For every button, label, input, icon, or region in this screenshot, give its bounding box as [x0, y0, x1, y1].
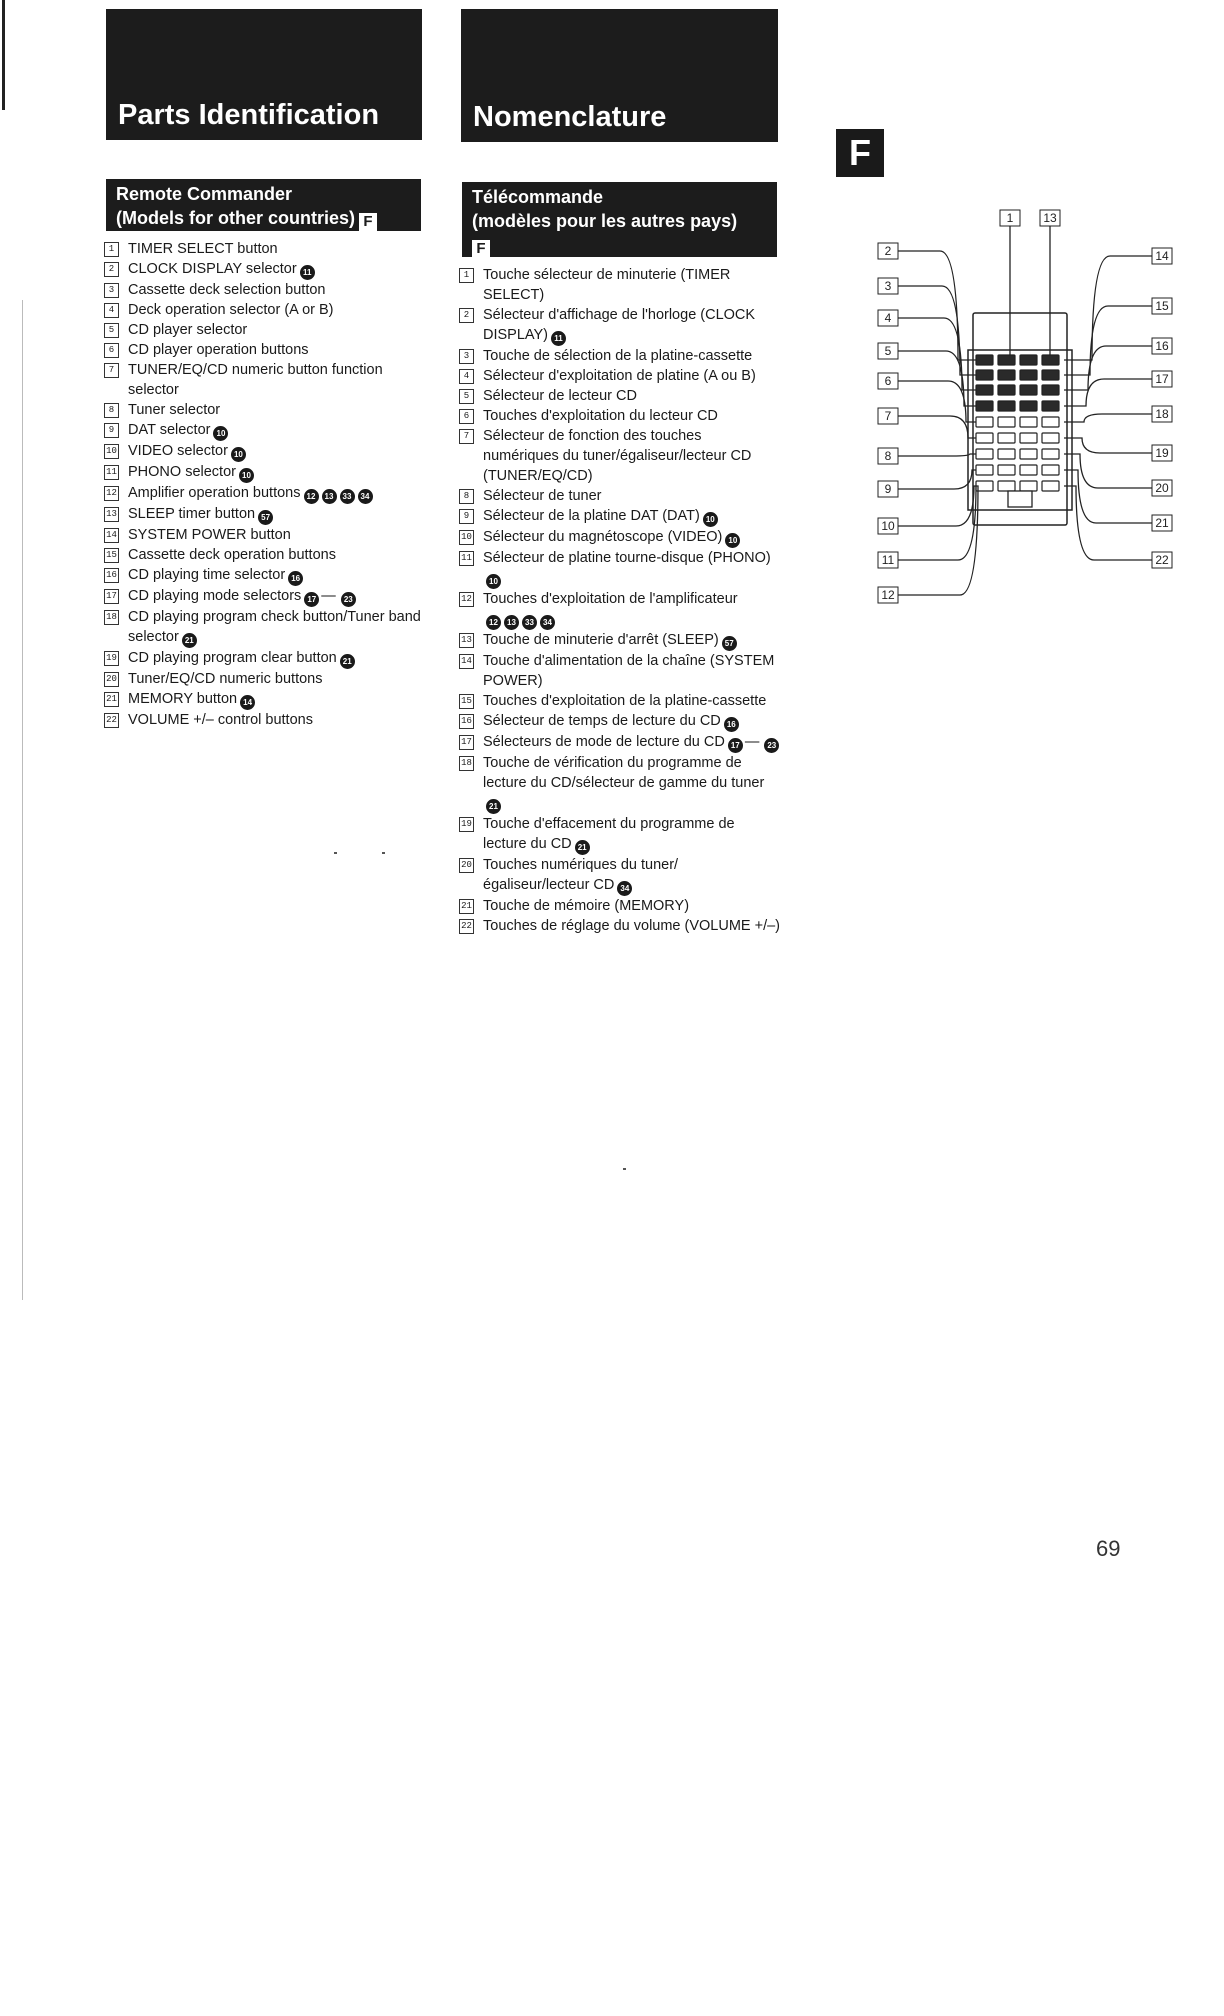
item-number: 6 — [459, 409, 474, 424]
item-text: Sélecteur de platine tourne-disque (PHONO) — [483, 550, 771, 566]
item-number: 13 — [459, 633, 474, 648]
page-ref-badge: 57 — [722, 636, 737, 651]
item-number: 8 — [459, 489, 474, 504]
page-refs — [483, 793, 501, 814]
item-number: 21 — [104, 692, 119, 707]
page-refs — [725, 732, 780, 753]
page-ref-badge: 34 — [540, 615, 555, 630]
ref-range-dash: — — [744, 734, 760, 750]
title-nomenclature — [461, 9, 778, 142]
leader-line — [898, 486, 978, 595]
page-refs — [719, 630, 737, 651]
leader-line — [898, 470, 976, 489]
item-text: Sélecteur de temps de lecture du CD — [483, 713, 721, 729]
subheading-fr-line3 — [472, 233, 767, 258]
page-ref-badge: 10 — [231, 447, 246, 462]
item-number: 16 — [459, 714, 474, 729]
item-text: CD playing mode selectors — [128, 588, 302, 604]
page-ref-badge: 16 — [724, 717, 739, 732]
page-ref-badge: 11 — [300, 265, 315, 280]
callout-label-left: 12 — [881, 588, 895, 602]
remote-button — [976, 433, 993, 443]
item-text: Deck operation selector (A or B) — [128, 302, 334, 318]
item-text: VOLUME +/– control buttons — [128, 712, 313, 728]
leader-line — [898, 286, 976, 375]
item-text: Tuner/EQ/CD numeric buttons — [128, 671, 323, 687]
item-text: VIDEO selector — [128, 443, 228, 459]
list-item — [104, 400, 424, 420]
page-ref-badge: 33 — [522, 615, 537, 630]
leader-line — [898, 318, 976, 390]
page-refs — [301, 586, 356, 607]
page-ref-badge: 10 — [486, 574, 501, 589]
remote-button — [1042, 401, 1059, 411]
list-item — [459, 426, 781, 486]
list-item — [104, 360, 424, 400]
remote-button — [1042, 385, 1059, 395]
remote-button — [976, 401, 993, 411]
page-refs — [255, 504, 273, 525]
page-ref-badge: 11 — [551, 331, 566, 346]
item-number: 4 — [459, 369, 474, 384]
item-text: Touches d'exploitation de l'amplificateur — [483, 591, 738, 607]
item-text: Sélecteurs de mode de lecture du CD — [483, 734, 725, 750]
page-refs — [228, 441, 246, 462]
callout-label-left: 8 — [884, 449, 892, 463]
item-number: 2 — [104, 262, 119, 277]
item-number: 2 — [459, 308, 474, 323]
page-refs — [614, 875, 632, 896]
page-ref-badge: 14 — [240, 695, 255, 710]
callout-label-right: 21 — [1155, 516, 1169, 530]
callout-label-right: 14 — [1155, 249, 1169, 263]
item-number: 18 — [104, 610, 119, 625]
item-text: CLOCK DISPLAY selector — [128, 261, 297, 277]
item-text: Touches de réglage du volume (VOLUME +/–) — [483, 918, 781, 934]
item-text: Sélecteur d'affichage de l'horloge (CLOCK DISPLAY) — [483, 307, 756, 343]
item-text: CD player selector — [128, 322, 248, 338]
remote-button — [998, 370, 1015, 380]
list-item — [104, 462, 424, 483]
page-refs — [700, 506, 718, 527]
item-number: 18 — [459, 756, 474, 771]
item-number: 8 — [104, 403, 119, 418]
item-text: Cassette deck selection button — [128, 282, 326, 298]
leader-line — [898, 416, 976, 438]
item-text: Touche d'effacement du programme de lecture du CD — [483, 816, 735, 852]
remote-button — [998, 449, 1015, 459]
list-item — [459, 305, 781, 346]
list-item — [104, 320, 424, 340]
item-number: 22 — [104, 713, 119, 728]
remote-button — [1020, 433, 1037, 443]
subheading-fr-line2: (modèles pour les autres pays) — [472, 211, 738, 231]
item-number: 12 — [104, 486, 119, 501]
item-text: Cassette deck operation buttons — [128, 547, 336, 563]
callout-label-left: 11 — [881, 553, 895, 567]
page-ref-badge: 10 — [239, 468, 254, 483]
item-text: CD playing program clear button — [128, 650, 337, 666]
remote-button — [998, 433, 1015, 443]
parts-list-en — [104, 239, 424, 730]
leader-line — [1064, 346, 1152, 390]
list-item — [104, 565, 424, 586]
page-ref-badge: 10 — [213, 426, 228, 441]
remote-button — [1042, 465, 1059, 475]
page-ref-badge: 34 — [617, 881, 632, 896]
parts-list-fr — [459, 265, 781, 936]
print-speck — [334, 852, 337, 854]
remote-button — [1020, 385, 1037, 395]
leader-line — [1064, 306, 1152, 375]
item-text: Touche d'alimentation de la chaîne (SYSTEM POWER) — [483, 653, 775, 689]
item-text: Touches d'exploitation du lecteur CD — [483, 408, 718, 424]
item-number: 11 — [104, 465, 119, 480]
list-item — [459, 265, 781, 305]
item-text: PHONO selector — [128, 464, 236, 480]
remote-button — [1042, 370, 1059, 380]
item-text: MEMORY button — [128, 691, 238, 707]
remote-button — [976, 355, 993, 365]
list-item — [459, 916, 781, 936]
callout-label-right: 18 — [1155, 407, 1169, 421]
page-ref-badge: 21 — [340, 654, 355, 669]
item-number: 17 — [459, 735, 474, 750]
item-text: Touches d'exploitation de la platine-cassette — [483, 693, 767, 709]
list-item — [104, 648, 424, 669]
list-item — [459, 346, 781, 366]
remote-button — [976, 465, 993, 475]
subheading-fr-letter: F — [472, 240, 490, 258]
item-number: 22 — [459, 919, 474, 934]
callout-label-top: 13 — [1043, 211, 1057, 225]
title-parts-identification — [106, 9, 422, 140]
list-item — [459, 366, 781, 386]
section-letter-badge: F — [836, 129, 884, 177]
callout-label-right: 19 — [1155, 446, 1169, 460]
print-speck — [623, 1168, 626, 1170]
callout-label-left: 9 — [884, 482, 892, 496]
list-item — [104, 689, 424, 710]
list-item — [459, 548, 781, 589]
item-text: Sélecteur de lecteur CD — [483, 388, 637, 404]
list-item — [104, 586, 424, 607]
subheading-fr-line1: Télécommande — [472, 187, 604, 207]
remote-buttons — [976, 355, 1059, 507]
remote-button — [976, 449, 993, 459]
list-item — [459, 753, 781, 814]
page-refs — [301, 483, 373, 504]
callout-label-top: 1 — [1006, 211, 1014, 225]
item-text: Touche sélecteur de minuterie (TIMER SELECT) — [483, 267, 731, 303]
subheading-en-letter: F — [359, 213, 377, 231]
subheading-en-line1: Remote Commander — [116, 184, 293, 204]
item-text: Touche de vérification du programme de lecture du CD/sélecteur de gamme du tuner — [483, 755, 765, 791]
item-text: Touche de sélection de la platine-cassette — [483, 348, 753, 364]
item-number: 16 — [104, 568, 119, 583]
item-number: 4 — [104, 303, 119, 318]
page-refs — [337, 648, 355, 669]
page-ref-badge: 21 — [182, 633, 197, 648]
list-item — [459, 711, 781, 732]
item-text: Sélecteur d'exploitation de platine (A ou B) — [483, 368, 756, 384]
page-number: 69 — [1096, 1536, 1121, 1561]
item-number: 15 — [459, 694, 474, 709]
page-ref-badge: 13 — [504, 615, 519, 630]
subheading-en-line2-text: (Models for other countries) — [116, 208, 356, 228]
item-number: 9 — [459, 509, 474, 524]
list-item — [104, 545, 424, 565]
callout-label-right: 16 — [1155, 339, 1169, 353]
item-number: 20 — [104, 672, 119, 687]
leader-line — [1064, 438, 1152, 453]
remote-button — [1020, 401, 1037, 411]
list-item — [104, 340, 424, 360]
page-refs — [236, 462, 254, 483]
leader-line — [898, 454, 976, 456]
page-ref-badge: 12 — [304, 489, 319, 504]
list-item — [459, 651, 781, 691]
item-number: 19 — [459, 817, 474, 832]
remote-button — [1042, 417, 1059, 427]
page-refs — [721, 711, 739, 732]
callout-label-left: 10 — [881, 519, 895, 533]
item-number: 7 — [104, 363, 119, 378]
remote-button — [1042, 481, 1059, 491]
page-ref-badge: 34 — [358, 489, 373, 504]
subheading-en-line2 — [116, 206, 411, 231]
remote-button — [1020, 465, 1037, 475]
list-item — [104, 669, 424, 689]
remote-button — [976, 385, 993, 395]
list-item — [104, 710, 424, 730]
callout-label-left: 5 — [884, 344, 892, 358]
list-item — [104, 239, 424, 259]
list-item — [459, 527, 781, 548]
volume-button — [1008, 491, 1032, 507]
list-item — [459, 630, 781, 651]
remote-button — [998, 385, 1015, 395]
item-text: Tuner selector — [128, 402, 221, 418]
remote-button — [976, 417, 993, 427]
item-number: 14 — [104, 528, 119, 543]
remote-commander-diagram — [870, 205, 1190, 645]
print-speck — [382, 852, 385, 854]
item-text: Sélecteur de la platine DAT (DAT) — [483, 508, 700, 524]
remote-button — [1042, 355, 1059, 365]
item-number: 7 — [459, 429, 474, 444]
leader-line — [898, 251, 976, 360]
page-ref-badge: 10 — [725, 533, 740, 548]
list-item — [459, 386, 781, 406]
item-text: TIMER SELECT button — [128, 241, 278, 257]
remote-button — [1020, 417, 1037, 427]
page-refs — [548, 325, 566, 346]
page-refs — [237, 689, 255, 710]
page-ref-badge: 57 — [258, 510, 273, 525]
item-number: 5 — [104, 323, 119, 338]
page-refs — [210, 420, 228, 441]
page-ref-badge: 17 — [304, 592, 319, 607]
list-item — [104, 420, 424, 441]
item-number: 20 — [459, 858, 474, 873]
subheading-telecommande — [462, 182, 777, 257]
item-text: Touche de mémoire (MEMORY) — [483, 898, 690, 914]
item-number: 3 — [459, 349, 474, 364]
item-text: TUNER/EQ/CD numeric button function selector — [128, 362, 383, 398]
page-ref-badge: 33 — [340, 489, 355, 504]
list-item — [459, 406, 781, 426]
remote-button — [1020, 370, 1037, 380]
item-text: Sélecteur de tuner — [483, 488, 602, 504]
list-item — [104, 504, 424, 525]
list-item — [104, 483, 424, 504]
item-text: CD playing time selector — [128, 567, 286, 583]
callout-label-right: 20 — [1155, 481, 1169, 495]
item-number: 1 — [104, 242, 119, 257]
page-refs — [572, 834, 590, 855]
page-ref-badge: 17 — [728, 738, 743, 753]
list-item — [459, 589, 781, 630]
item-text: Amplifier operation buttons — [128, 485, 301, 501]
item-number: 17 — [104, 589, 119, 604]
list-item — [104, 441, 424, 462]
leader-line — [1064, 414, 1152, 422]
leader-line — [898, 486, 976, 526]
item-number: 5 — [459, 389, 474, 404]
page-edge-mark — [2, 0, 5, 110]
ref-range-dash: — — [321, 588, 336, 604]
leader-line — [1064, 379, 1152, 406]
remote-button — [1020, 481, 1037, 491]
item-text: SYSTEM POWER button — [128, 527, 291, 543]
callout-label-right: 22 — [1155, 553, 1169, 567]
remote-button — [998, 355, 1015, 365]
remote-button — [998, 465, 1015, 475]
item-number: 3 — [104, 283, 119, 298]
page-refs — [285, 565, 303, 586]
page-ref-badge: 23 — [764, 738, 779, 753]
page-ref-badge: 16 — [288, 571, 303, 586]
callout-label-right: 17 — [1155, 372, 1169, 386]
list-item — [459, 691, 781, 711]
page-ref-badge: 13 — [322, 489, 337, 504]
item-number: 10 — [459, 530, 474, 545]
callout-label-left: 7 — [884, 409, 892, 423]
page-refs — [297, 259, 315, 280]
item-number: 12 — [459, 592, 474, 607]
item-text: CD player operation buttons — [128, 342, 309, 358]
list-item — [104, 280, 424, 300]
item-text: Touche de minuterie d'arrêt (SLEEP) — [483, 632, 719, 648]
callout-label-right: 15 — [1155, 299, 1169, 313]
page-edge-line — [22, 300, 23, 1300]
item-number: 15 — [104, 548, 119, 563]
title-en-text: Parts Identification — [118, 99, 380, 131]
item-number: 14 — [459, 654, 474, 669]
remote-button — [1042, 433, 1059, 443]
remote-button — [998, 417, 1015, 427]
callout-label-left: 6 — [884, 374, 892, 388]
page-refs — [483, 568, 501, 589]
item-number: 1 — [459, 268, 474, 283]
item-text: CD playing program check button/Tuner band selector — [128, 609, 421, 645]
list-item — [104, 525, 424, 545]
list-item — [459, 732, 781, 753]
page-refs — [722, 527, 740, 548]
remote-button — [1042, 449, 1059, 459]
page-ref-badge: 10 — [703, 512, 718, 527]
item-text: Touches numériques du tuner/égaliseur/lecteur CD — [483, 857, 679, 893]
list-item — [459, 896, 781, 916]
remote-button — [998, 401, 1015, 411]
list-item — [104, 259, 424, 280]
leader-line — [1064, 454, 1152, 488]
item-text: Sélecteur de fonction des touches numériques du tuner/égaliseur/lecteur CD (TUNER/EQ/CD) — [483, 428, 752, 484]
page-refs — [179, 627, 197, 648]
page-ref-badge: 21 — [486, 799, 501, 814]
subheading-remote-commander — [106, 179, 421, 231]
page-ref-badge: 21 — [575, 840, 590, 855]
remote-button — [1020, 449, 1037, 459]
item-text: SLEEP timer button — [128, 506, 256, 522]
title-fr-text: Nomenclature — [473, 101, 667, 133]
list-item — [104, 607, 424, 648]
list-item — [459, 814, 781, 855]
item-number: 13 — [104, 507, 119, 522]
list-item — [459, 855, 781, 896]
item-number: 19 — [104, 651, 119, 666]
item-number: 9 — [104, 423, 119, 438]
item-number: 6 — [104, 343, 119, 358]
item-number: 11 — [459, 551, 474, 566]
page-ref-badge: 23 — [341, 592, 356, 607]
list-item — [459, 506, 781, 527]
list-item — [459, 486, 781, 506]
page-ref-badge: 12 — [486, 615, 501, 630]
callout-label-left: 4 — [884, 311, 892, 325]
remote-button — [976, 370, 993, 380]
remote-button — [1020, 355, 1037, 365]
item-number: 10 — [104, 444, 119, 459]
remote-button — [998, 481, 1015, 491]
leader-line — [1064, 256, 1152, 360]
item-text: DAT selector — [128, 422, 211, 438]
item-number: 21 — [459, 899, 474, 914]
item-text: Sélecteur du magnétoscope (VIDEO) — [483, 529, 723, 545]
callout-label-left: 2 — [884, 244, 892, 258]
list-item — [104, 300, 424, 320]
page-refs — [483, 609, 555, 630]
callout-label-left: 3 — [884, 279, 892, 293]
